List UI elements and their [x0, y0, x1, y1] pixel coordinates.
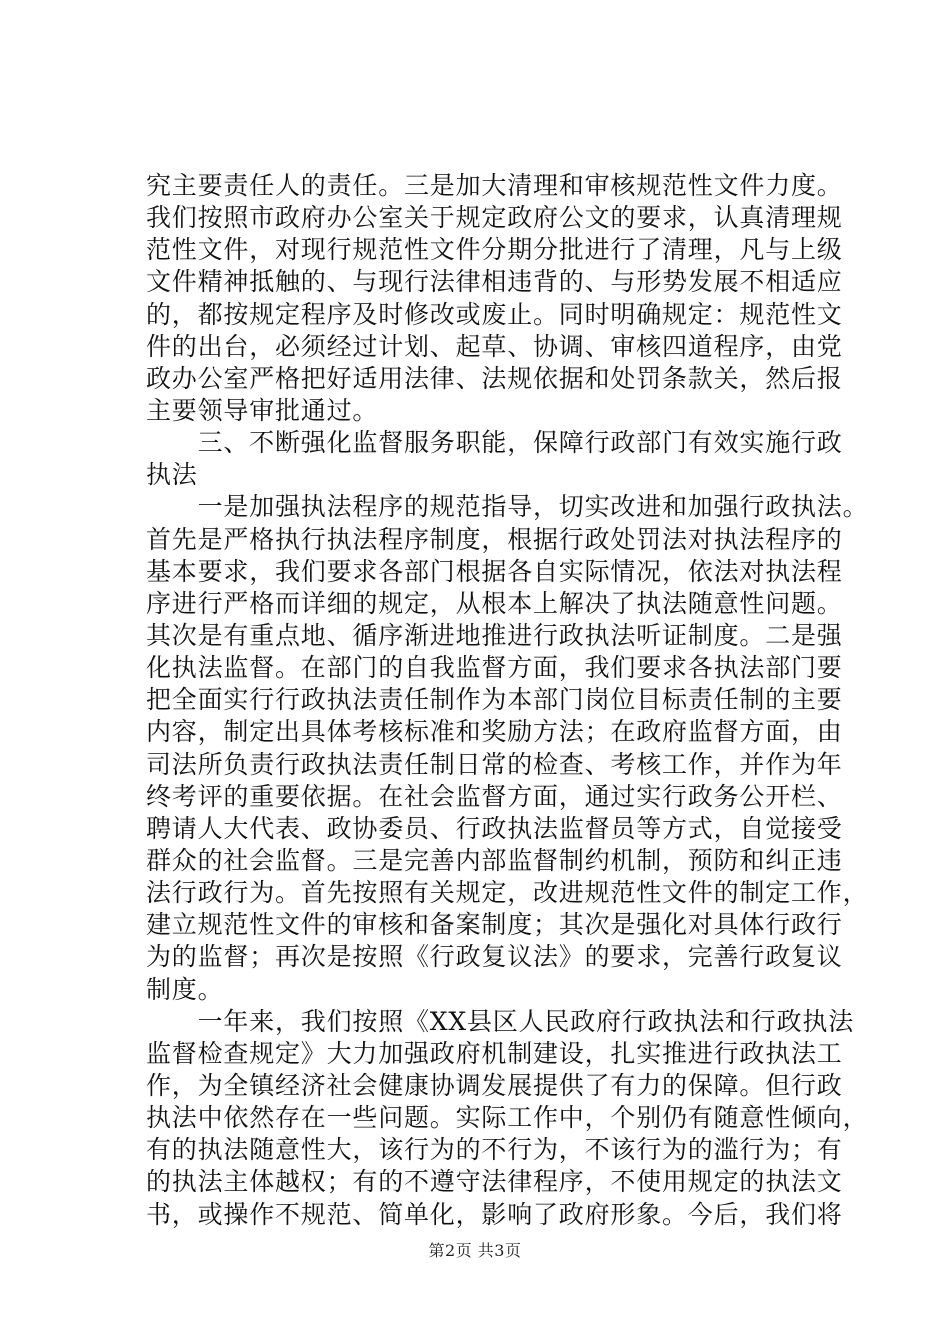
text-line: 三、不断强化监督服务职能，保障行政部门有效实施行政	[146, 428, 843, 458]
text-line: 制度。	[146, 974, 224, 1004]
text-line: 监督检查规定》大力加强政府机制建设，扎实推进行政执法工	[146, 1038, 843, 1068]
text-line: 作，为全镇经济社会健康协调发展提供了有力的保障。但行政	[146, 1070, 843, 1100]
text-line: 一是加强执法程序的规范指导，切实改进和加强行政执法。	[146, 492, 869, 522]
text-line: 执法中依然存在一些问题。实际工作中，个别仍有随意性倾向，	[146, 1103, 869, 1133]
text-line: 司法所负责行政执法责任制日常的检查、考核工作，并作为年	[146, 749, 843, 779]
text-line: 把全面实行行政执法责任制作为本部门岗位目标责任制的主要	[146, 685, 843, 715]
text-line: 内容，制定出具体考核标准和奖励方法；在政府监督方面，由	[146, 717, 843, 747]
text-line: 主要领导审批通过。	[146, 395, 379, 425]
text-line: 群众的社会监督。三是完善内部监督制约机制，预防和纠正违	[146, 845, 843, 875]
text-line: 的，都按规定程序及时修改或废止。同时明确规定：规范性文	[146, 299, 843, 329]
text-line: 政办公室严格把好适用法律、法规依据和处罚条款关，然后报	[146, 363, 843, 393]
text-line: 我们按照市政府办公室关于规定政府公文的要求，认真清理规	[146, 203, 843, 233]
text-line: 其次是有重点地、循序渐进地推进行政执法听证制度。二是强	[146, 620, 843, 650]
text-line: 终考评的重要依据。在社会监督方面，通过实行政务公开栏、	[146, 781, 843, 811]
text-line: 为的监督；再次是按照《行政复议法》的要求，完善行政复议	[146, 942, 843, 972]
text-line: 法行政行为。首先按照有关规定，改进规范性文件的制定工作，	[146, 878, 869, 908]
document-body	[146, 170, 869, 1231]
text-line: 范性文件，对现行规范性文件分期分批进行了清理，凡与上级	[146, 235, 843, 265]
text-line: 的执法主体越权；有的不遵守法律程序，不使用规定的执法文	[146, 1167, 843, 1197]
page-footer: 第2页 共3页	[428, 1241, 522, 1260]
text-line: 化执法监督。在部门的自我监督方面，我们要求各执法部门要	[146, 653, 843, 683]
text-line: 首先是严格执行执法程序制度，根据行政处罚法对执法程序的	[146, 524, 843, 554]
text-line: 基本要求，我们要求各部门根据各自实际情况，依法对执法程	[146, 556, 843, 586]
text-line: 有的执法随意性大，该行为的不行为，不该行为的滥行为；有	[146, 1135, 843, 1165]
text-line: 书，或操作不规范、简单化，影响了政府形象。今后，我们将	[146, 1199, 843, 1229]
text-line: 聘请人大代表、政协委员、行政执法监督员等方式，自觉接受	[146, 813, 843, 843]
text-line: 序进行严格而详细的规定，从根本上解决了执法随意性问题。	[146, 588, 843, 618]
text-line: 究主要责任人的责任。三是加大清理和审核规范性文件力度。	[146, 171, 843, 200]
text-line: 件的出台，必须经过计划、起草、协调、审核四道程序，由党	[146, 331, 843, 361]
text-line: 建立规范性文件的审核和备案制度；其次是强化对具体行政行	[146, 910, 843, 940]
text-line: 一年来，我们按照《XX县区人民政府行政执法和行政执法	[146, 1006, 854, 1036]
text-line: 文件精神抵触的、与现行法律相违背的、与形势发展不相适应	[146, 267, 843, 297]
text-line: 执法	[146, 460, 198, 490]
